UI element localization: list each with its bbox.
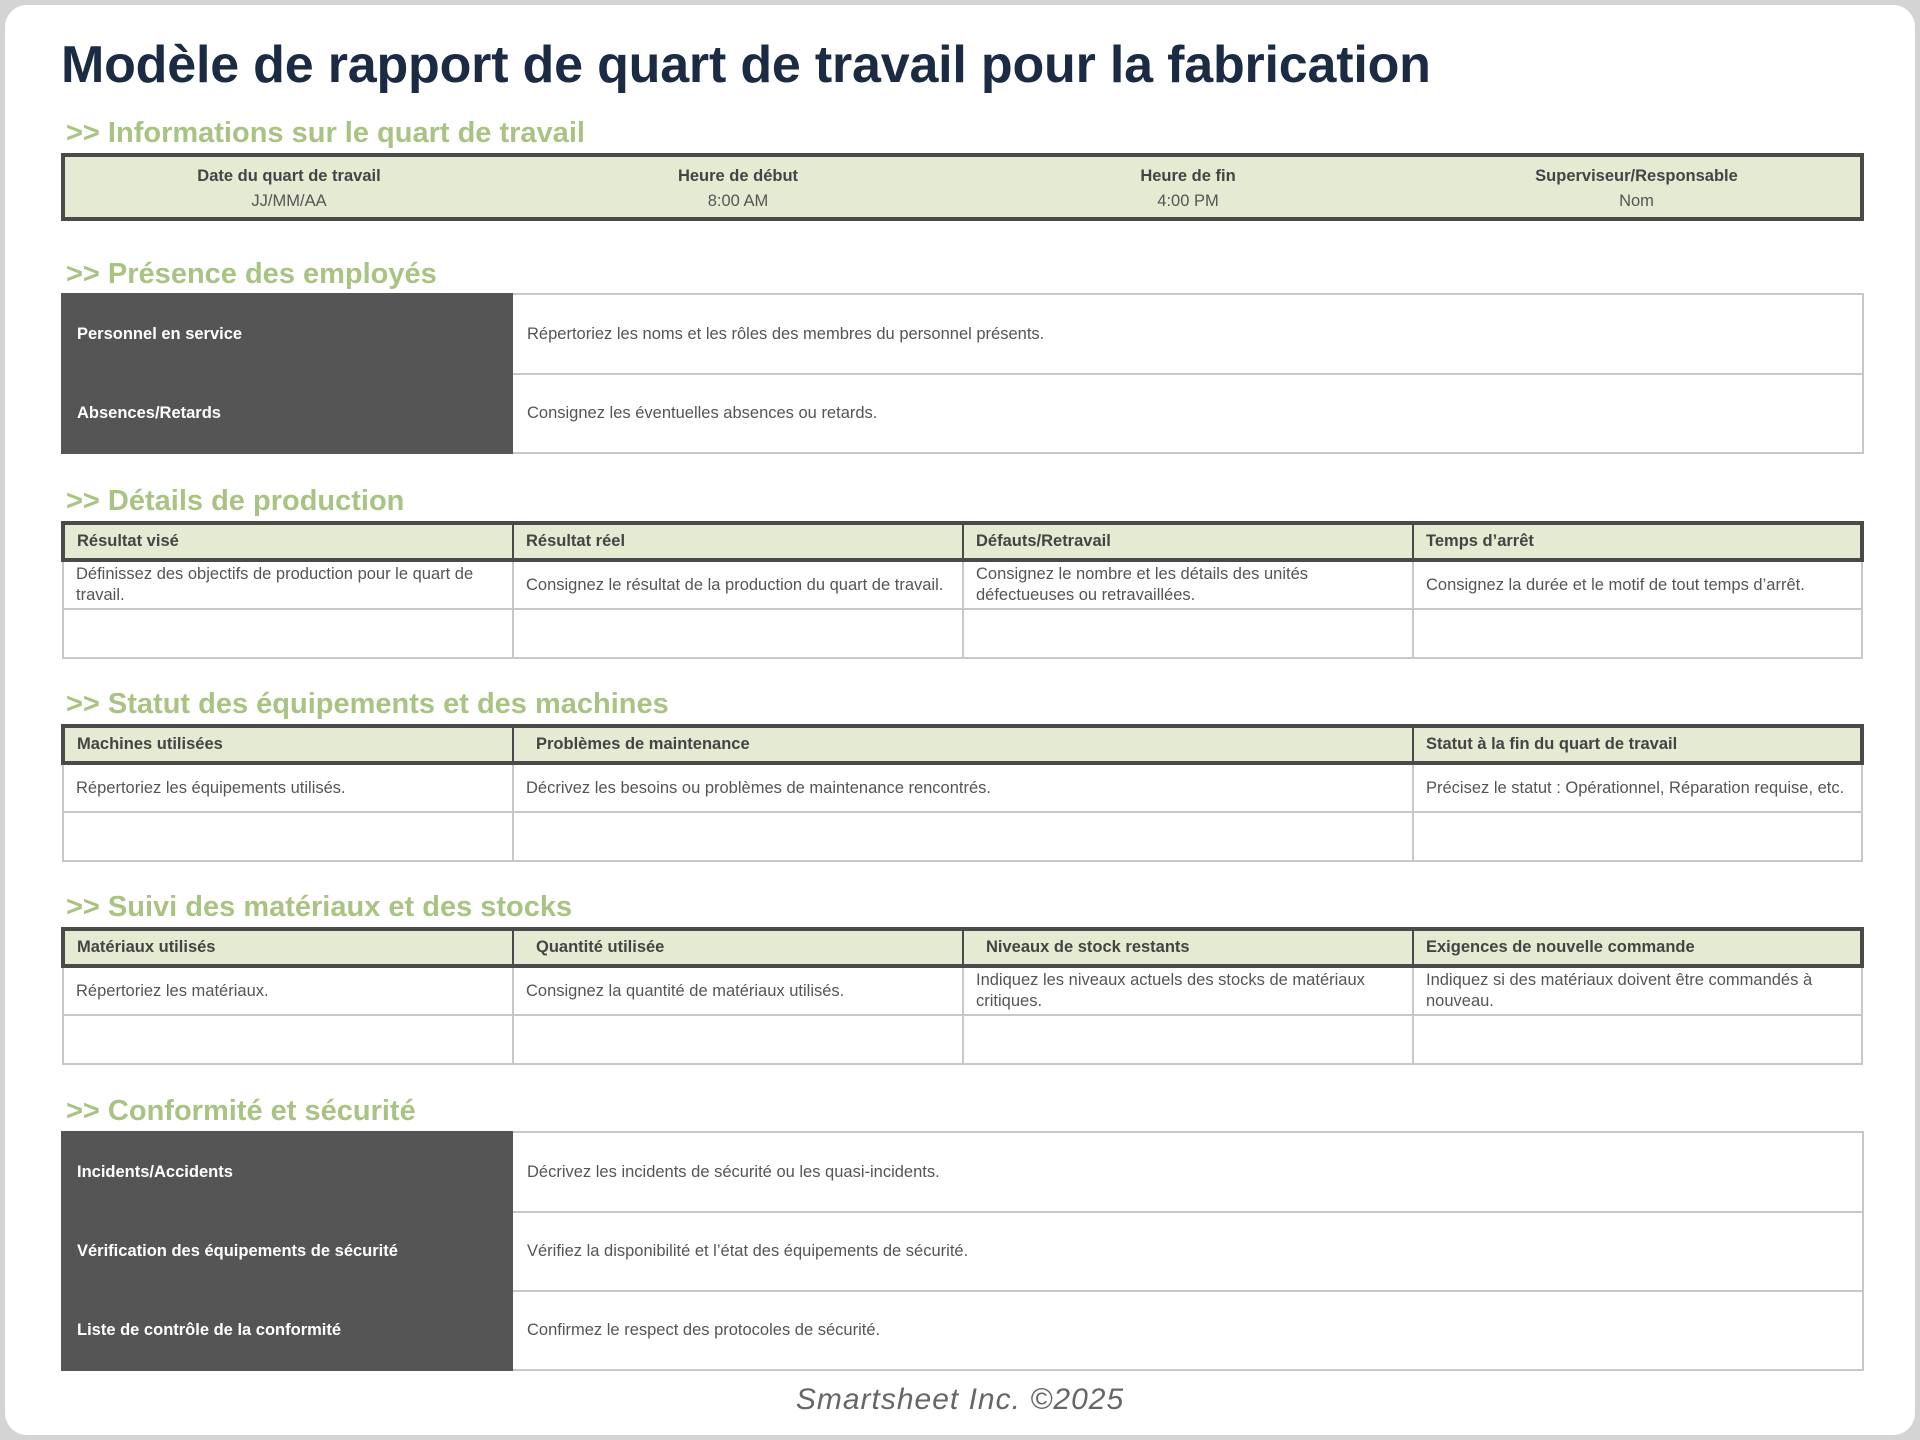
presence-label: Absences/Retards — [62, 374, 512, 453]
equipment-cell-empty[interactable] — [63, 812, 513, 861]
table-row — [63, 1015, 1862, 1064]
materials-header: Exigences de nouvelle commande — [1413, 929, 1862, 966]
info-start-field[interactable]: 8:00 AM — [707, 191, 769, 210]
section-title-equipment: >> Statut des équipements et des machines — [66, 688, 669, 720]
presence-value[interactable]: Consignez les éventuelles absences ou retards. — [512, 374, 1863, 453]
equipment-cell-empty[interactable] — [1413, 812, 1862, 861]
equipment-header: Machines utilisées — [63, 726, 513, 763]
equipment-cell[interactable]: Précisez le statut : Opérationnel, Réparation requise, etc. — [1413, 763, 1862, 812]
materials-cell[interactable]: Consignez la quantité de matériaux utilisés. — [513, 966, 963, 1015]
materials-header: Matériaux utilisés — [63, 929, 513, 966]
compliance-value[interactable]: Confirmez le respect des protocoles de sécurité. — [512, 1291, 1863, 1370]
equipment-header: Statut à la fin du quart de travail — [1413, 726, 1862, 763]
table-row — [63, 560, 1862, 609]
materials-cell[interactable]: Répertoriez les matériaux. — [63, 966, 513, 1015]
info-header-supervisor: Superviseur/Responsable — [1535, 166, 1738, 185]
presence-label: Personnel en service — [62, 294, 512, 374]
compliance-label: Vérification des équipements de sécurité — [62, 1212, 512, 1291]
section-title-materials: >> Suivi des matériaux et des stocks — [66, 891, 573, 923]
materials-cell-empty[interactable] — [1413, 1015, 1862, 1064]
info-end-field[interactable]: 4:00 PM — [1157, 191, 1219, 210]
equipment-table — [61, 724, 1864, 862]
equipment-cell[interactable]: Répertoriez les équipements utilisés. — [63, 763, 513, 812]
table-row — [63, 763, 1862, 812]
table-row — [63, 609, 1862, 658]
compliance-label: Incidents/Accidents — [62, 1132, 512, 1212]
equipment-header: Problèmes de maintenance — [513, 726, 1413, 763]
section-title-compliance: >> Conformité et sécurité — [66, 1095, 416, 1127]
production-cell[interactable]: Définissez des objectifs de production pour le quart de travail. — [63, 560, 513, 609]
production-table — [61, 521, 1864, 659]
info-header-date: Date du quart de travail — [197, 166, 381, 185]
equipment-cell[interactable]: Décrivez les besoins ou problèmes de maintenance rencontrés. — [513, 763, 1413, 812]
production-header: Résultat réel — [513, 523, 963, 560]
production-header: Défauts/Retravail — [963, 523, 1413, 560]
table-row — [62, 294, 1863, 374]
materials-header: Quantité utilisée — [513, 929, 963, 966]
presence-table — [61, 293, 1864, 454]
table-row — [62, 374, 1863, 453]
table-row — [63, 812, 1862, 861]
info-date-field[interactable]: JJ/MM/AA — [251, 191, 327, 210]
page-title: Modèle de rapport de quart de travail pour la fabrication — [61, 36, 1431, 94]
table-row — [62, 1132, 1863, 1212]
materials-cell[interactable]: Indiquez si des matériaux doivent être commandés à nouveau. — [1413, 966, 1862, 1015]
footer-copyright: Smartsheet Inc. ©2025 — [795, 1383, 1125, 1416]
materials-cell-empty[interactable] — [63, 1015, 513, 1064]
compliance-value[interactable]: Vérifiez la disponibilité et l’état des équipements de sécurité. — [512, 1212, 1863, 1291]
production-cell[interactable]: Consignez le résultat de la production du quart de travail. — [513, 560, 963, 609]
compliance-table — [61, 1131, 1864, 1371]
production-cell-empty[interactable] — [513, 609, 963, 658]
section-title-presence: >> Présence des employés — [66, 258, 437, 290]
production-cell[interactable]: Consignez le nombre et les détails des unités défectueuses ou retravaillées. — [963, 560, 1413, 609]
info-supervisor-field[interactable]: Nom — [1619, 191, 1654, 210]
section-title-production: >> Détails de production — [66, 485, 405, 517]
materials-cell-empty[interactable] — [513, 1015, 963, 1064]
document-page — [5, 5, 1915, 1435]
production-cell-empty[interactable] — [63, 609, 513, 658]
production-cell-empty[interactable] — [963, 609, 1413, 658]
info-header-end: Heure de fin — [1140, 166, 1236, 185]
materials-cell[interactable]: Indiquez les niveaux actuels des stocks de matériaux critiques. — [963, 966, 1413, 1015]
production-cell[interactable]: Consignez la durée et le motif de tout temps d’arrêt. — [1413, 560, 1862, 609]
compliance-value[interactable]: Décrivez les incidents de sécurité ou les quasi-incidents. — [512, 1132, 1863, 1212]
production-cell-empty[interactable] — [1413, 609, 1862, 658]
section-title-info: >> Informations sur le quart de travail — [66, 117, 585, 149]
info-header-start: Heure de début — [677, 166, 799, 185]
production-header: Résultat visé — [63, 523, 513, 560]
shift-info-table — [61, 153, 1864, 221]
presence-value[interactable]: Répertoriez les noms et les rôles des membres du personnel présents. — [512, 294, 1863, 374]
compliance-label: Liste de contrôle de la conformité — [62, 1291, 512, 1370]
production-header: Temps d’arrêt — [1413, 523, 1862, 560]
materials-cell-empty[interactable] — [963, 1015, 1413, 1064]
materials-header: Niveaux de stock restants — [963, 929, 1413, 966]
table-row — [62, 1212, 1863, 1291]
materials-table — [61, 927, 1864, 1065]
table-row — [63, 966, 1862, 1015]
table-row — [62, 1291, 1863, 1370]
equipment-cell-empty[interactable] — [513, 812, 1413, 861]
